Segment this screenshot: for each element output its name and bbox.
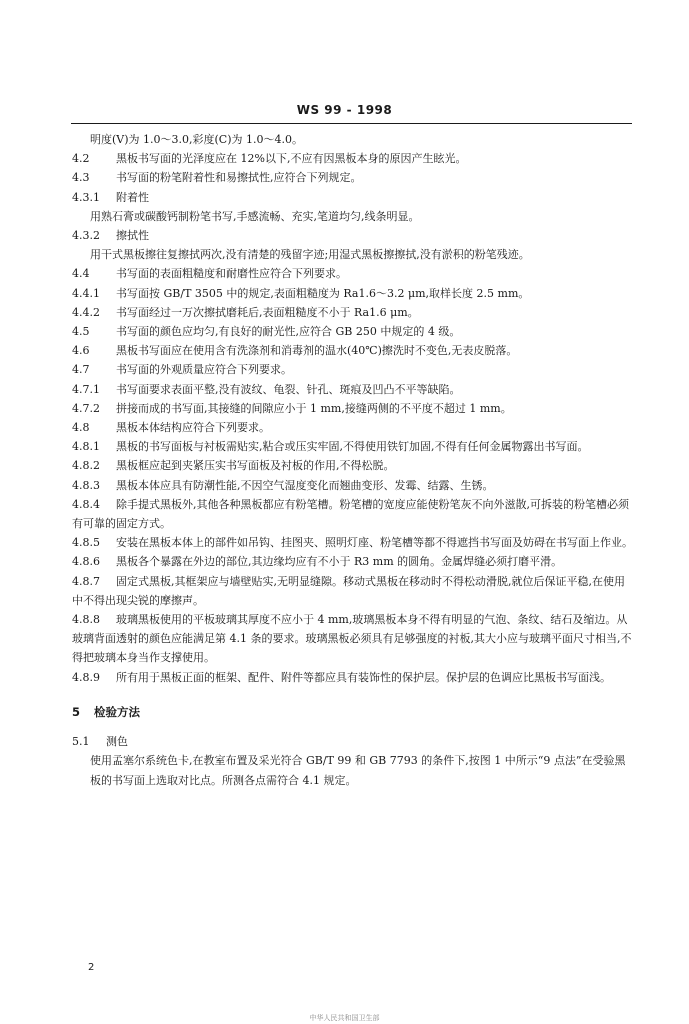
clause-4-8-1: 4.8.1 黑板的书写面板与衬板需贴实,粘合或压实牢固,不得使用铁钉加固,不得有任何金属物露出书写面。 bbox=[72, 440, 589, 454]
clause-4-8-8: 4.8.8 玻璃黑板使用的平板玻璃其厚度不应小于 4 mm,玻璃黑板本身不得有明显的气泡、条纹、结石及缩边。从玻璃背面透射的颜色应能满足第 4.1 条的要求。玻璃黑板必须具有足够强度的衬板,其大小应与玻璃平面尺寸相当,不得把玻璃本身当作支撑使用。 bbox=[72, 613, 632, 665]
clause-4-2: 4.2 黑板书写面的光泽度应在 12%以下,不应有因黑板本身的原因产生眩光。 bbox=[72, 152, 467, 166]
clause-4-3-2-text: 用干式黑板擦往复擦拭两次,没有清楚的残留字迹;用湿式黑板擦擦拭,没有淤积的粉笔残迹。 bbox=[90, 248, 530, 262]
clause-4-4-1: 4.4.1 书写面按 GB/T 3505 中的规定,表面粗糙度为 Ra1.6～3.2 μm,取样长度 2.5 mm。 bbox=[72, 286, 530, 300]
section-5-1-heading: 5.1 测色 bbox=[72, 735, 128, 749]
clause-4-8-9: 4.8.9 所有用于黑板正面的框架、配件、附件等都应具有装饰性的保护层。保护层的色调应比黑板书写面浅。 bbox=[72, 670, 611, 684]
header-rule bbox=[71, 123, 632, 124]
clause-4-8-5: 4.8.5 安装在黑板本体上的部件如吊钩、挂图夹、照明灯座、粉笔槽等都不得遮挡书写面及妨碍在书写面上作业。 bbox=[72, 536, 633, 550]
document-body bbox=[72, 130, 634, 790]
clause-4-6: 4.6 黑板书写面应在使用含有洗涤剂和消毒剂的温水(40℃)擦洗时不变色,无表皮脱落。 bbox=[72, 344, 518, 358]
clause-4-8-4: 4.8.4 除手提式黑板外,其他各种黑板都应有粉笔槽。粉笔槽的宽度应能使粉笔灰不向外滋散,可拆装的粉笔槽必须有可靠的固定方式。 bbox=[72, 497, 629, 531]
clause-4-8-3: 4.8.3 黑板本体应具有防潮性能,不因空气湿度变化而翘曲变形、发霉、结露、生锈。 bbox=[72, 478, 494, 492]
standard-code-header: WS 99 - 1998 bbox=[296, 103, 393, 117]
clause-4-4: 4.4 书写面的表面粗糙度和耐磨性应符合下列要求。 bbox=[72, 267, 347, 281]
page-number: 2 bbox=[88, 962, 95, 973]
clause-4-3-1: 4.3.1 附着性 bbox=[72, 190, 149, 204]
clause-4-8-6: 4.8.6 黑板各个暴露在外边的部位,其边缘均应有不小于 R3 mm 的圆角。金属焊缝必须打磨平滑。 bbox=[72, 555, 563, 569]
clause-4-7-2: 4.7.2 拼接而成的书写面,其接缝的间隙应小于 1 mm,接缝两侧的不平度不超过 1 mm。 bbox=[72, 401, 512, 415]
footer-imprint: 中华人民共和国卫生部 bbox=[309, 1014, 380, 1022]
clause-4-3-2: 4.3.2 擦拭性 bbox=[72, 229, 149, 243]
clause-4-8: 4.8 黑板本体结构应符合下列要求。 bbox=[72, 421, 270, 435]
clause-4-7-1: 4.7.1 书写面要求表面平整,没有波纹、龟裂、针孔、斑痕及凹凸不平等缺陷。 bbox=[72, 382, 461, 396]
clause-4-5: 4.5 书写面的颜色应均匀,有良好的耐光性,应符合 GB 250 中规定的 4 级。 bbox=[72, 325, 461, 339]
section-5-1-text: 使用孟塞尔系统色卡,在教室布置及采光符合 GB/T 99 和 GB 7793 的条件下,按图 1 中所示“9 点法”在受验黑板的书写面上选取对比点。所测各点需符合 4.1 规定。 bbox=[90, 754, 626, 787]
clause-4-7: 4.7 书写面的外观质量应符合下列要求。 bbox=[72, 363, 292, 377]
clause-4-3-1-text: 用熟石膏或碳酸钙制粉笔书写,手感流畅、充实,笔道均匀,线条明显。 bbox=[90, 209, 420, 223]
clause-4-8-7: 4.8.7 固定式黑板,其框架应与墙壁贴实,无明显缝隙。移动式黑板在移动时不得松动滑脱,就位后保证平稳,在使用中不得出现尖锐的摩擦声。 bbox=[72, 574, 625, 607]
clause-4-8-2: 4.8.2 黑板框应起到夹紧压实书写面板及衬板的作用,不得松脱。 bbox=[72, 459, 395, 473]
paragraph-continuation: 明度(V)为 1.0～3.0,彩度(C)为 1.0～4.0。 bbox=[90, 133, 303, 146]
clause-4-3: 4.3 书写面的粉笔附着性和易擦拭性,应符合下列规定。 bbox=[72, 171, 362, 185]
section-5-heading: 5 检验方法 bbox=[72, 704, 140, 719]
clause-4-4-2: 4.4.2 书写面经过一万次擦拭磨耗后,表面粗糙度不小于 Ra1.6 μm。 bbox=[72, 305, 419, 319]
